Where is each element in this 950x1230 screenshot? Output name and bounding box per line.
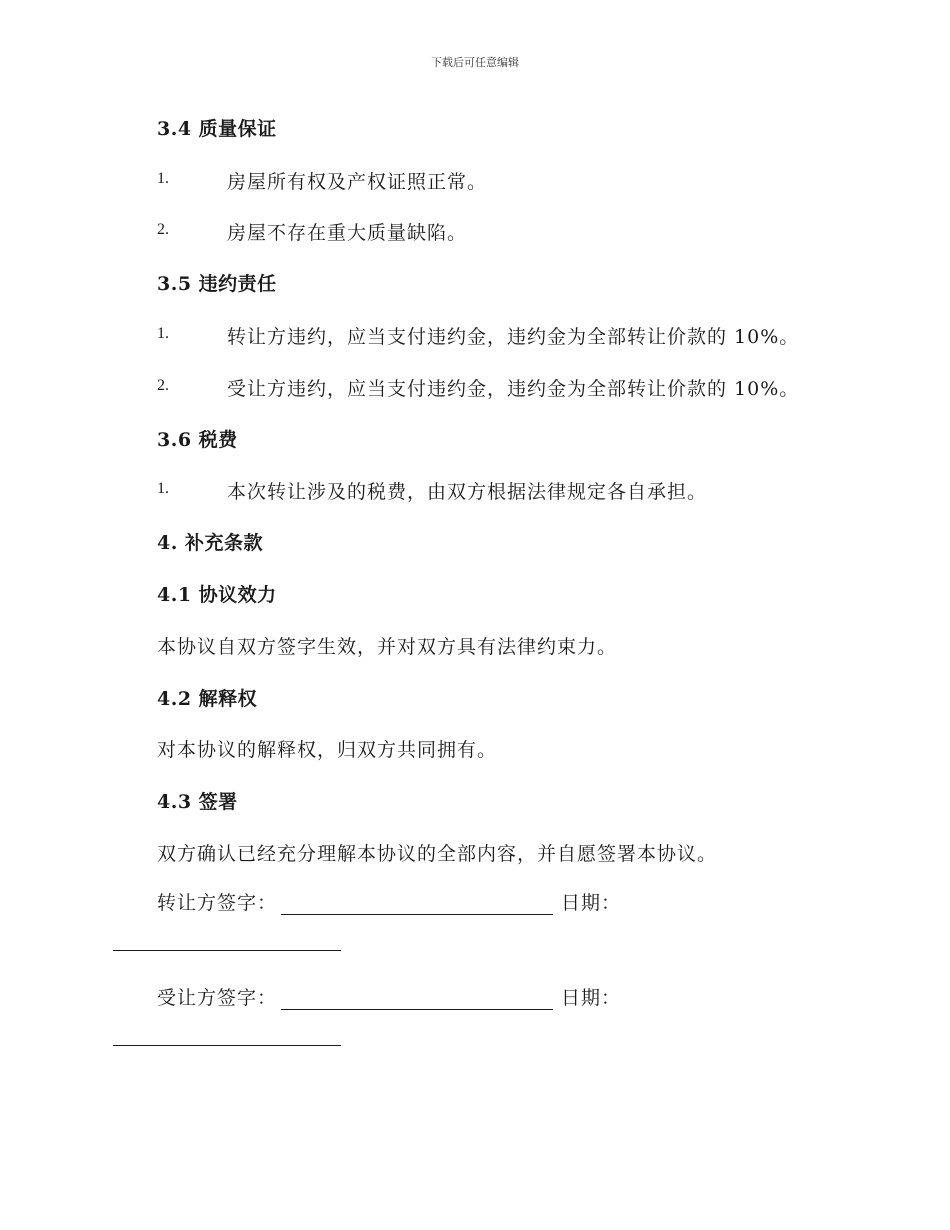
section-3-5-title: 3.5 违约责任 [157, 273, 277, 295]
section-4-title: 4. 补充条款 [157, 532, 263, 554]
transferee-signature-label: 受让方签字： [157, 987, 278, 1009]
transferee-signature-row [157, 983, 621, 1010]
section-4-3-text: 双方确认已经充分理解本协议的全部内容，并自愿签署本协议。 [157, 843, 718, 865]
section-4-2-text: 对本协议的解释权，归双方共同拥有。 [157, 739, 498, 761]
page-header-note: 下载后可任意编辑 [431, 56, 519, 69]
list-item-number: 2. [157, 377, 169, 394]
transferee-signature-blank[interactable] [281, 991, 553, 1010]
section-3-4-title: 3.4 质量保证 [157, 118, 277, 140]
list-item-text: 受让方违约，应当支付违约金，违约金为全部转让价款的 10%。 [227, 378, 800, 400]
section-4-3-title: 4.3 签署 [157, 791, 238, 813]
transferee-date-blank[interactable] [113, 1045, 341, 1046]
list-item-text: 转让方违约，应当支付违约金，违约金为全部转让价款的 10%。 [227, 326, 800, 348]
section-4-1-text: 本协议自双方签字生效，并对双方具有法律约束力。 [157, 636, 618, 658]
transferee-date-label: 日期： [561, 987, 622, 1009]
section-4-2-title: 4.2 解释权 [157, 688, 258, 710]
section-3-6-title: 3.6 税费 [157, 429, 238, 451]
section-4-1-title: 4.1 协议效力 [157, 584, 277, 606]
list-item-number: 1. [157, 480, 169, 497]
transferor-date-blank[interactable] [113, 950, 341, 951]
transferor-date-label: 日期： [561, 892, 622, 914]
transferor-signature-row [157, 888, 621, 915]
list-item-text: 本次转让涉及的税费，由双方根据法律规定各自承担。 [227, 481, 708, 503]
transferor-signature-blank[interactable] [281, 896, 553, 915]
list-item-text: 房屋所有权及产权证照正常。 [227, 171, 488, 193]
list-item-text: 房屋不存在重大质量缺陷。 [227, 222, 468, 244]
transferor-signature-label: 转让方签字： [157, 892, 278, 914]
list-item-number: 1. [157, 170, 169, 187]
list-item-number: 1. [157, 325, 169, 342]
list-item-number: 2. [157, 221, 169, 238]
